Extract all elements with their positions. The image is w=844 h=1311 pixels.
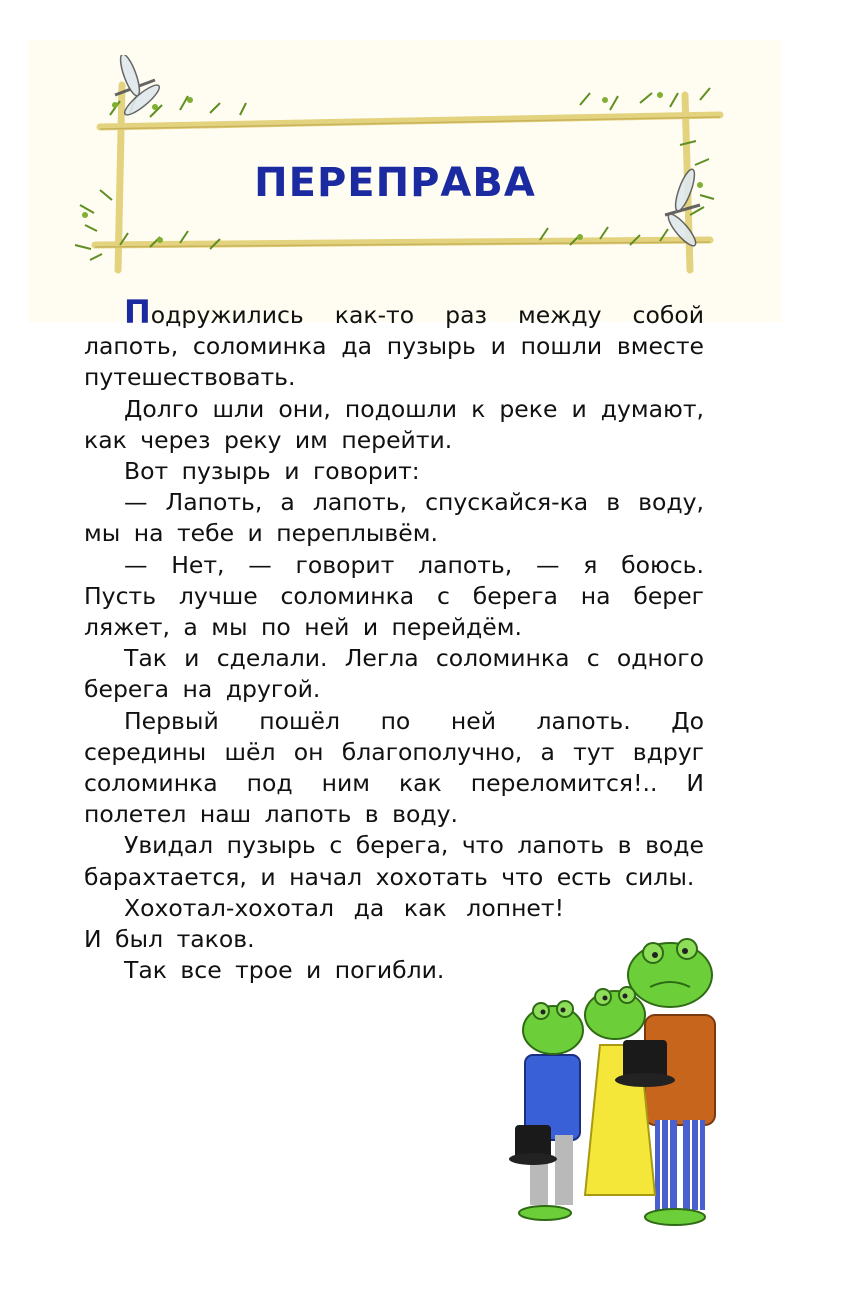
- story-text: [84, 293, 704, 986]
- page-title: ПЕРЕПРАВА: [254, 160, 536, 206]
- drop-cap: П: [124, 293, 151, 331]
- paragraph: — Нет, — говорит лапоть, — я боюсь. Пусть лучше соломинка с берега на берег ляжет, а мы по ней и перейдём.: [84, 550, 704, 642]
- frogs-illustration: [505, 925, 755, 1235]
- paragraph: Так и сделали. Легла соломинка с одного берега на другой.: [84, 644, 704, 704]
- paragraph: Вот пузырь и говорит:: [124, 457, 420, 486]
- paragraph: — Лапоть, а лапоть, спускайся-ка в воду, мы на тебе и переплывём.: [84, 488, 704, 548]
- paragraph: Долго шли они, подошли к реке и думают, как через реку им перейти.: [84, 394, 704, 454]
- paragraph: [84, 293, 704, 394]
- frog-icon: [509, 1001, 583, 1220]
- paragraph: Первый пошёл по ней лапоть. До середины шёл он благополучно, а тут вдруг соломинка под ним как переломится!.. И полетел наш лапоть в воду.: [84, 706, 704, 829]
- paragraph: Хохотал-хохотал да как лопнет! И был таков.: [84, 893, 564, 954]
- paragraph-text: одружились как-то раз между собой лапоть, соломинка да пузырь и пошли вместе путешествовать.: [84, 301, 704, 392]
- paragraph: Так все трое и погибли.: [124, 956, 445, 985]
- paragraph: Увидал пузырь с берега, что лапоть в воде барахтается, и начал хохотать что есть силы.: [84, 831, 704, 891]
